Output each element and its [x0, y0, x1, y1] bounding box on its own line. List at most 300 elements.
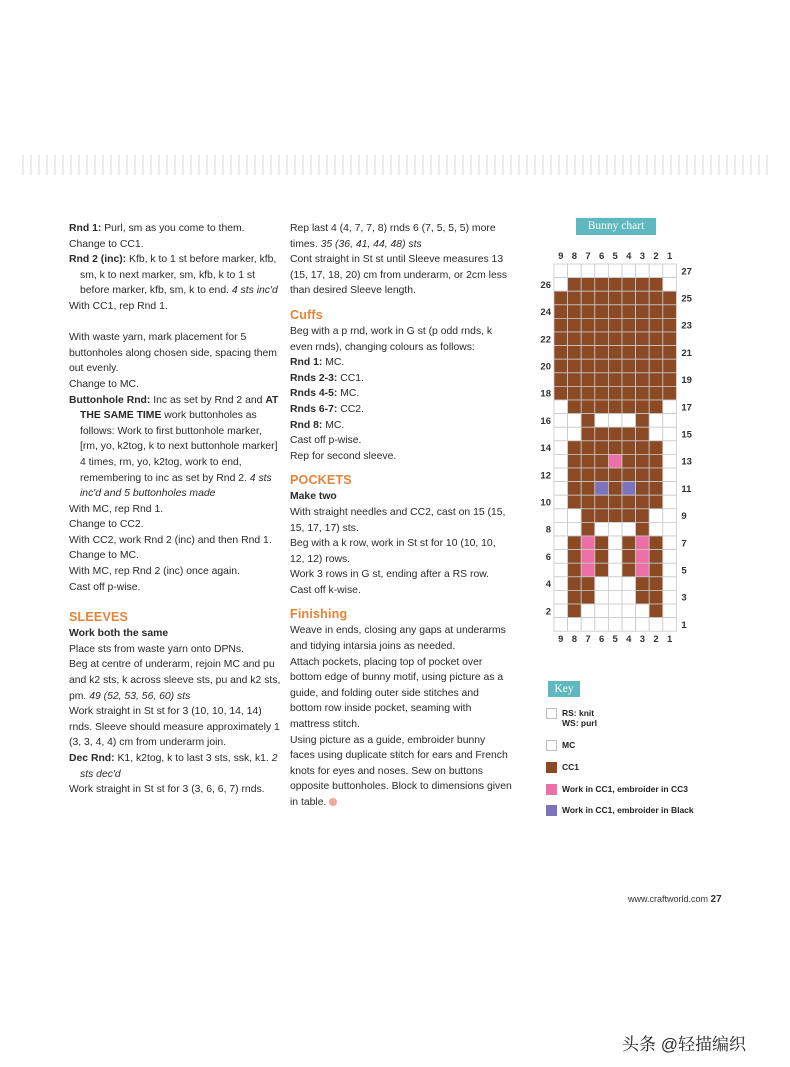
chart-cell: [581, 563, 595, 577]
key-swatch: [546, 784, 557, 795]
chart-cell: [568, 427, 582, 441]
chart-cell: [636, 590, 650, 604]
chart-cell: [608, 305, 622, 319]
row-label-left: 4: [545, 579, 551, 591]
chart-cell: [608, 278, 622, 292]
chart-cell: [581, 305, 595, 319]
chart-cell: [649, 386, 663, 400]
sleeves-subheading: Work both the same: [69, 628, 169, 640]
sleeve-line-2: Beg at centre of underarm, rejoin MC and pu and k2 sts, k across sleeve sts, pu and k2 sts, pm. 49 (52, 53, 56, 60) sts: [69, 659, 281, 702]
chart-cell: [581, 536, 595, 550]
chart-cell: [649, 618, 663, 632]
col-label-bottom: 4: [626, 634, 632, 646]
sleeve-line-1: Place sts from waste yarn onto DPNs.: [69, 643, 244, 655]
row-label-right: 9: [681, 511, 687, 523]
chart-cell: [595, 427, 609, 441]
chart-cell: [568, 441, 582, 455]
col-label-top: 4: [626, 251, 632, 262]
chart-cell: [608, 414, 622, 428]
sleeve-line-4: Work straight in St st for 3 (3, 6, 6, 7) rnds.: [69, 784, 265, 796]
cuff-cast-off: Cast off p-wise.: [290, 435, 362, 447]
chart-cell: [663, 441, 677, 455]
chart-cell: [636, 305, 650, 319]
change-mc-line-2: Change to MC.: [69, 550, 139, 562]
chart-cell: [554, 495, 568, 509]
chart-cell: [595, 522, 609, 536]
chart-cell: [649, 291, 663, 305]
chart-cell: [554, 373, 568, 387]
col-label-top: 2: [653, 251, 659, 262]
chart-cell: [663, 577, 677, 591]
row-label-right: 13: [681, 456, 692, 468]
chart-cell: [636, 522, 650, 536]
chart-cell: [554, 441, 568, 455]
chart-cell: [554, 509, 568, 523]
chart-cell: [568, 291, 582, 305]
cuffs-intro: Beg with a p rnd, work in G st (p odd rnds, k even rnds), changing colours as follows:: [290, 325, 493, 353]
chart-cell: [568, 468, 582, 482]
chart-cell: [622, 618, 636, 632]
col-label-bottom: 6: [598, 634, 605, 646]
chart-cell: [595, 563, 609, 577]
chart-cell: [554, 278, 568, 292]
chart-cell: [568, 278, 582, 292]
row-label-left: 20: [540, 361, 551, 373]
chart-cell: [568, 346, 582, 360]
chart-cell: [649, 495, 663, 509]
chart-cell: [663, 359, 677, 373]
chart-cell: [595, 468, 609, 482]
chart-cell: [608, 359, 622, 373]
chart-cell: [622, 509, 636, 523]
chart-cell: [663, 278, 677, 292]
chart-cell: [581, 291, 595, 305]
chart-cell: [649, 441, 663, 455]
chart-cell: [608, 563, 622, 577]
chart-cell: [636, 577, 650, 591]
chart-cell: [568, 522, 582, 536]
chart-cell: [649, 414, 663, 428]
chart-cell: [595, 305, 609, 319]
cuff-rnd67: Rnds 6-7: CC2.: [290, 403, 364, 415]
cuff-rnd8: Rnd 8: MC.: [290, 419, 345, 431]
chart-cell: [649, 373, 663, 387]
chart-cell: [636, 550, 650, 564]
row-label-left: 6: [545, 551, 551, 563]
chart-cell: [636, 618, 650, 632]
chart-cell: [622, 278, 636, 292]
mc-rep-line: With MC, rep Rnd 1.: [69, 503, 164, 515]
chart-cell: [663, 332, 677, 346]
key-label: Work in CC1, embroider in CC3: [562, 784, 688, 794]
key-swatch: [546, 762, 557, 773]
chart-cell: [554, 604, 568, 618]
chart-cell: [568, 373, 582, 387]
chart-cell: [595, 386, 609, 400]
row-label-right: 19: [681, 375, 692, 387]
rnd2-line: Rnd 2 (inc): Kfb, k to 1 st before marker, kfb, sm, k to next marker, sm, kfb, k to 1 st before marker, kfb, sm, k to end. 4 sts inc'd: [69, 254, 278, 297]
chart-cell: [622, 590, 636, 604]
chart-cell: [581, 318, 595, 332]
chart-cell: [608, 509, 622, 523]
chart-cell: [581, 522, 595, 536]
chart-cell: [608, 454, 622, 468]
chart-cell: [595, 577, 609, 591]
chart-cell: [568, 618, 582, 632]
cuff-rnd23: Rnds 2-3: CC1.: [290, 372, 364, 384]
chart-cell: [622, 305, 636, 319]
chart-cell: [568, 536, 582, 550]
cont-straight-line: Cont straight in St st until Sleeve measures 13 (15, 17, 18, 20) cm from underarm, or 2cm less than desired Sleeve length.: [290, 254, 508, 297]
chart-cell: [595, 495, 609, 509]
chart-cell: [622, 318, 636, 332]
chart-cell: [595, 318, 609, 332]
chart-cell: [581, 373, 595, 387]
pockets-subheading: Make two: [290, 491, 337, 503]
col-label-bottom: 2: [653, 634, 659, 646]
chart-cell: [663, 414, 677, 428]
watermark: 头条 @轻描编织: [622, 1035, 746, 1054]
chart-cell: [622, 332, 636, 346]
finishing-line-2: Attach pockets, placing top of pocket over bottom edge of bunny motif, using picture as a guide, and folding outer side stitches and bottom row inside pocket, seaming with mattress stitch.: [290, 656, 504, 731]
chart-cell: [663, 264, 677, 278]
pocket-line-4: Cast off k-wise.: [290, 584, 361, 596]
row-label-left: 12: [540, 470, 551, 482]
chart-cell: [663, 536, 677, 550]
chart-cell: [581, 604, 595, 618]
chart-cell: [595, 346, 609, 360]
chart-cell: [663, 346, 677, 360]
dec-rnd-line: Dec Rnd: K1, k2tog, k to last 3 sts, ssk, k1. 2 sts dec'd: [69, 753, 278, 780]
row-label-right: 1: [681, 619, 687, 631]
chart-cell: [568, 495, 582, 509]
chart-cell: [595, 414, 609, 428]
chart-cell: [554, 427, 568, 441]
chart-cell: [663, 550, 677, 564]
chart-cell: [595, 509, 609, 523]
change-cc2-line: Change to CC2.: [69, 519, 144, 531]
chart-cell: [622, 468, 636, 482]
chart-cell: [636, 563, 650, 577]
row-label-right: 23: [681, 320, 692, 332]
chart-cell: [649, 563, 663, 577]
col-label-top: 7: [585, 251, 591, 262]
row-label-right: 27: [681, 266, 692, 278]
pocket-line-3: Work 3 rows in G st, ending after a RS row.: [290, 569, 490, 581]
col-label-top: 9: [558, 251, 564, 262]
chart-cell: [663, 482, 677, 496]
chart-cell: [581, 427, 595, 441]
key-label: CC1: [562, 762, 580, 772]
chart-cell: [568, 577, 582, 591]
col-label-bottom: 5: [612, 634, 618, 646]
chart-cell: [636, 373, 650, 387]
chart-cell: [581, 346, 595, 360]
cc2-work-line: With CC2, work Rnd 2 (inc) and then Rnd 1.: [69, 534, 272, 546]
cuff-rnd45: Rnds 4-5: MC.: [290, 388, 360, 400]
chart-cell: [554, 318, 568, 332]
chart-cell: [649, 522, 663, 536]
chart-cell: [608, 441, 622, 455]
chart-cell: [568, 359, 582, 373]
chart-cell: [595, 604, 609, 618]
chart-cell: [568, 332, 582, 346]
instructions-column-right: [290, 221, 512, 811]
chart-cell: [581, 618, 595, 632]
chart-cell: [595, 618, 609, 632]
chart-cell: [622, 373, 636, 387]
cuffs-heading: Cuffs: [290, 307, 323, 322]
mc-rep-rnd2-line: With MC, rep Rnd 2 (inc) once again.: [69, 566, 240, 578]
end-flower-icon: [329, 798, 337, 806]
col-label-top: 3: [639, 251, 646, 262]
chart-cell: [595, 291, 609, 305]
chart-cell: [608, 291, 622, 305]
chart-cell: [636, 427, 650, 441]
page-footer: [628, 894, 722, 905]
chart-cell: [581, 332, 595, 346]
chart-cell: [649, 318, 663, 332]
chart-cell: [608, 468, 622, 482]
key-swatch: [546, 805, 557, 816]
chart-cell: [622, 264, 636, 278]
chart-cell: [663, 468, 677, 482]
chart-cell: [608, 386, 622, 400]
chart-cell: [622, 441, 636, 455]
chart-cell: [636, 536, 650, 550]
chart-cell: [595, 590, 609, 604]
chart-cell: [554, 346, 568, 360]
chart-cell: [663, 563, 677, 577]
row-label-right: 11: [681, 483, 692, 495]
decorative-stripe-band: [22, 155, 772, 175]
chart-cell: [622, 400, 636, 414]
chart-cell: [554, 590, 568, 604]
chart-cell: [595, 441, 609, 455]
chart-cell: [581, 468, 595, 482]
chart-cell: [568, 264, 582, 278]
row-label-right: 5: [681, 565, 687, 577]
row-label-left: 22: [540, 334, 551, 346]
chart-cell: [554, 536, 568, 550]
chart-cell: [581, 441, 595, 455]
col-label-bottom: 1: [666, 634, 673, 646]
row-label-left: 8: [545, 524, 551, 536]
chart-cell: [663, 318, 677, 332]
chart-cell: [622, 454, 636, 468]
chart-cell: [554, 522, 568, 536]
chart-cell: [581, 359, 595, 373]
chart-cell: [649, 305, 663, 319]
chart-cell: [608, 590, 622, 604]
chart-cell: [554, 386, 568, 400]
chart-cell: [649, 590, 663, 604]
chart-cell: [636, 346, 650, 360]
chart-cell: [649, 332, 663, 346]
sleeves-heading: SLEEVES: [69, 610, 129, 625]
chart-cell: [554, 468, 568, 482]
row-label-left: 18: [540, 388, 551, 400]
chart-cell: [636, 454, 650, 468]
chart-cell: [649, 359, 663, 373]
chart-cell: [568, 550, 582, 564]
chart-cell: [568, 386, 582, 400]
chart-cell: [649, 278, 663, 292]
chart-cell: [608, 427, 622, 441]
change-mc-line: Change to MC.: [69, 378, 139, 390]
row-label-right: 7: [681, 538, 687, 550]
chart-cell: [663, 305, 677, 319]
chart-cell: [568, 482, 582, 496]
chart-cell: [608, 264, 622, 278]
col-label-bottom: 3: [639, 634, 646, 646]
chart-cell: [622, 482, 636, 496]
chart-cell: [649, 509, 663, 523]
pocket-line-1: With straight needles and CC2, cast on 15 (15, 15, 17, 17) sts.: [290, 506, 506, 534]
chart-cell: [622, 577, 636, 591]
rep-rnd1-line: With CC1, rep Rnd 1.: [69, 300, 168, 312]
chart-title: Bunny chart: [576, 218, 656, 235]
chart-cell: [568, 590, 582, 604]
chart-cell: [622, 495, 636, 509]
chart-cell: [608, 495, 622, 509]
chart-cell: [636, 400, 650, 414]
chart-cell: [608, 550, 622, 564]
row-label-left: 14: [540, 443, 551, 455]
key-label: RS: knit WS: purl: [562, 708, 597, 728]
chart-cell: [622, 346, 636, 360]
chart-cell: [663, 386, 677, 400]
buttonhole-placement-line: With waste yarn, mark placement for 5 buttonholes along chosen side, spacing them out evenly.: [69, 332, 277, 375]
sleeve-line-3: Work straight in St st for 3 (10, 10, 14, 14) rnds. Sleeve should measure approximately 1 (3, 3, 4, 4) cm from underarm join.: [69, 706, 280, 749]
row-label-left: 16: [540, 415, 551, 427]
chart-cell: [595, 454, 609, 468]
chart-cell: [554, 618, 568, 632]
chart-cell: [608, 536, 622, 550]
chart-cell: [554, 482, 568, 496]
footer-url: www.craftworld.com: [628, 894, 709, 904]
chart-cell: [649, 264, 663, 278]
chart-cell: [636, 359, 650, 373]
chart-cell: [581, 400, 595, 414]
chart-cell: [636, 509, 650, 523]
chart-cell: [554, 291, 568, 305]
pockets-heading: POCKETS: [290, 473, 352, 488]
col-label-top: 1: [666, 251, 673, 262]
row-label-left: 26: [540, 279, 551, 291]
chart-cell: [581, 482, 595, 496]
finishing-heading: Finishing: [290, 607, 348, 622]
chart-cell: [608, 318, 622, 332]
chart-cell: [663, 427, 677, 441]
chart-cell: [595, 278, 609, 292]
chart-cell: [581, 509, 595, 523]
finishing-line-1: Weave in ends, closing any gaps at underarms and tidying intarsia joins as needed.: [290, 625, 506, 653]
col-label-top: 8: [571, 251, 578, 262]
rep-last-line: Rep last 4 (4, 7, 7, 8) rnds 6 (7, 5, 5, 5) more times. 35 (36, 41, 44, 48) sts: [290, 223, 496, 250]
chart-cell: [554, 305, 568, 319]
chart-cell: [595, 264, 609, 278]
col-label-bottom: 9: [558, 634, 564, 646]
chart-cell: [581, 386, 595, 400]
chart-cell: [663, 522, 677, 536]
row-label-left: 10: [540, 497, 551, 509]
chart-cell: [608, 618, 622, 632]
page-number: 27: [710, 894, 722, 905]
chart-cell: [554, 359, 568, 373]
chart-cell: [608, 346, 622, 360]
chart-cell: [581, 550, 595, 564]
chart-cell: [649, 346, 663, 360]
chart-cell: [636, 291, 650, 305]
chart-cell: [568, 509, 582, 523]
row-label-right: 3: [681, 592, 687, 604]
chart-cell: [608, 604, 622, 618]
chart-cell: [622, 414, 636, 428]
chart-cell: [663, 590, 677, 604]
chart-cell: [622, 427, 636, 441]
pocket-line-2: Beg with a k row, work in St st for 10 (10, 10, 12, 12) rows.: [290, 538, 496, 565]
chart-cell: [649, 577, 663, 591]
col-label-top: 6: [598, 251, 605, 262]
chart-cell: [663, 495, 677, 509]
chart-cell: [595, 482, 609, 496]
chart-cell: [649, 454, 663, 468]
chart-cell: [554, 577, 568, 591]
chart-cell: [554, 454, 568, 468]
chart-cell: [581, 454, 595, 468]
chart-cell: [636, 441, 650, 455]
chart-cell: [568, 563, 582, 577]
chart-cell: [554, 332, 568, 346]
chart-cell: [608, 332, 622, 346]
chart-cell: [622, 550, 636, 564]
chart-cell: [581, 414, 595, 428]
chart-cell: [568, 305, 582, 319]
row-label-right: 21: [681, 347, 692, 359]
chart-cell: [608, 522, 622, 536]
chart-cell: [663, 618, 677, 632]
chart-cell: [636, 318, 650, 332]
row-label-left: 24: [540, 307, 551, 319]
chart-cell: [663, 604, 677, 618]
chart-cell: [649, 468, 663, 482]
chart-cell: [581, 495, 595, 509]
chart-cell: [595, 400, 609, 414]
chart-cell: [622, 604, 636, 618]
chart-cell: [649, 604, 663, 618]
key-swatch: [546, 708, 557, 719]
chart-cell: [595, 359, 609, 373]
chart-cell: [568, 454, 582, 468]
chart-cell: [608, 400, 622, 414]
row-label-right: 25: [681, 293, 692, 305]
key-label: Work in CC1, embroider in Black: [562, 805, 694, 815]
chart-cell: [568, 604, 582, 618]
chart-cell: [663, 400, 677, 414]
chart-cell: [554, 563, 568, 577]
chart-cell: [636, 414, 650, 428]
col-label-bottom: 8: [571, 634, 578, 646]
chart-cell: [636, 264, 650, 278]
chart-cell: [568, 414, 582, 428]
chart-cell: [608, 482, 622, 496]
chart-cell: [581, 264, 595, 278]
chart-cell: [581, 278, 595, 292]
chart-cell: [568, 400, 582, 414]
chart-cell: [636, 386, 650, 400]
chart-cell: [622, 536, 636, 550]
